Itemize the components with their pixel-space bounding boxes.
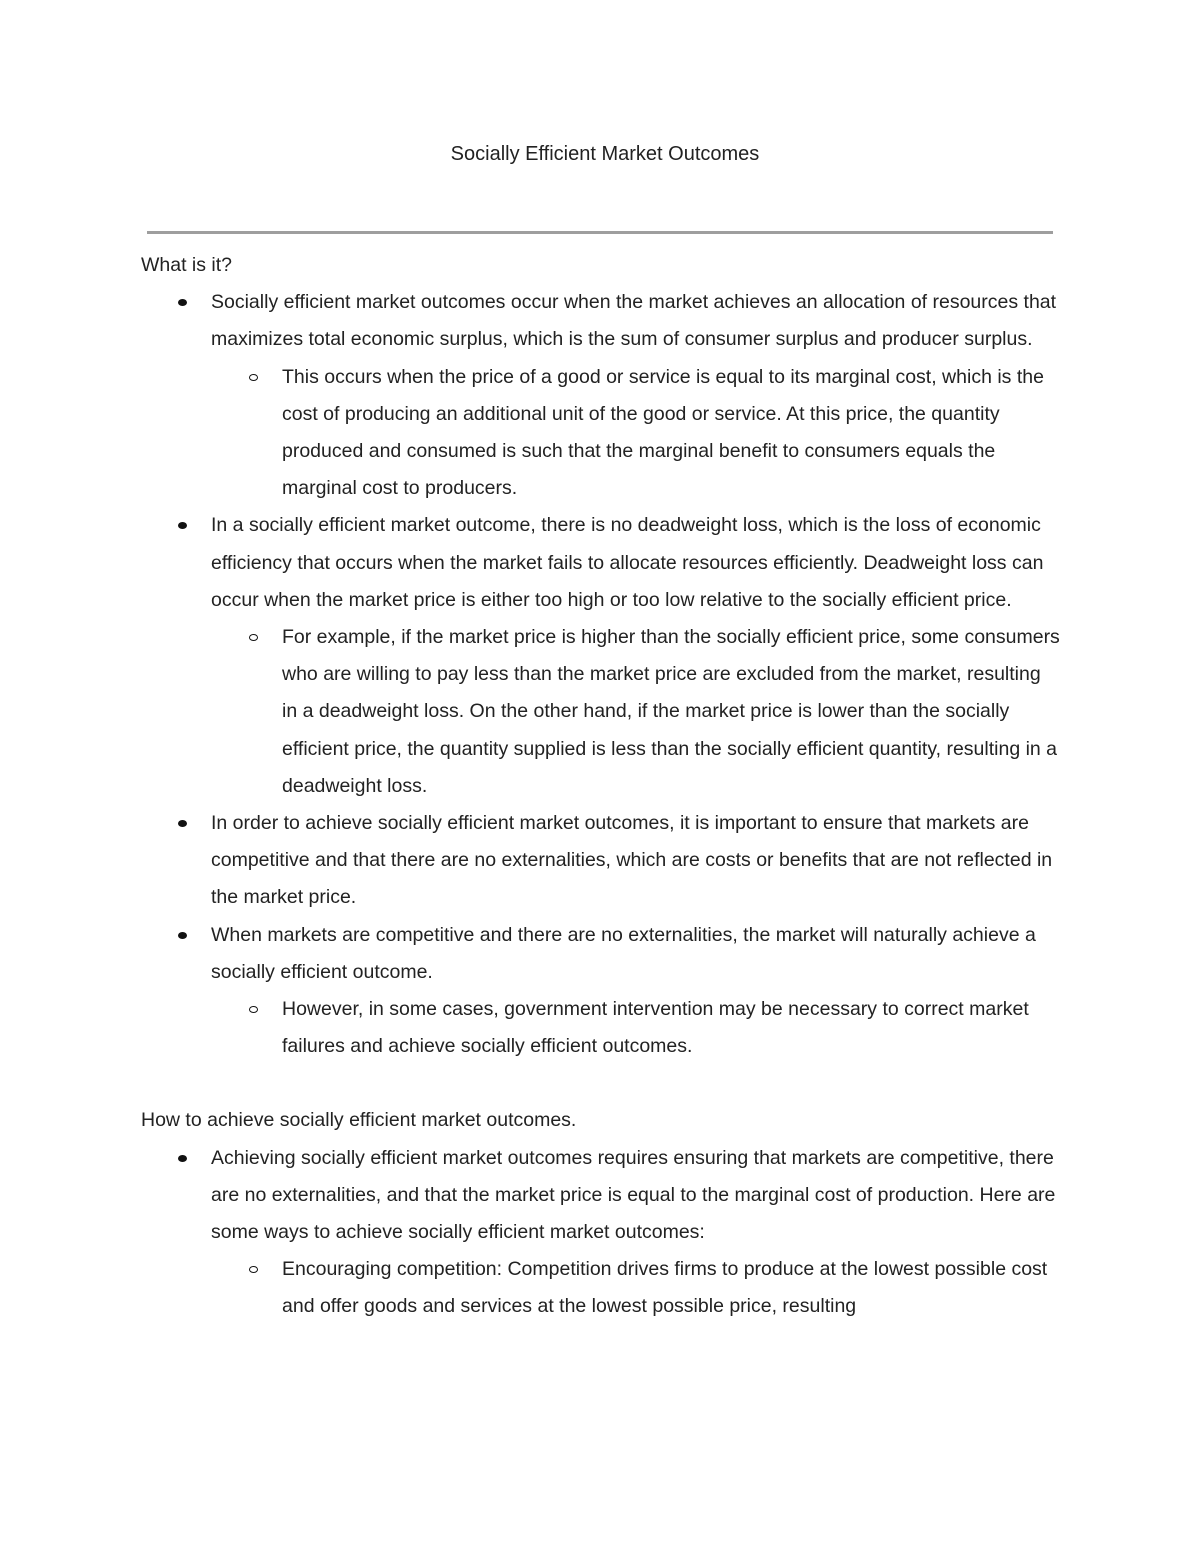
sub-bullet-list [211,359,1061,508]
list-item [211,284,1061,507]
filled-bullet-icon [178,932,187,939]
list-item [211,507,1061,805]
document-title: Socially Efficient Market Outcomes [450,143,760,165]
sub-list-item-text: However, in some cases, government intervention may be necessary to correct market failures and achieve socially efficient outcomes. [282,998,1029,1058]
section-heading: How to achieve socially efficient market outcomes. [141,1109,577,1132]
sub-list-item [282,619,1061,805]
list-item-text: When markets are competitive and there are no externalities, the market will naturally achieve a socially efficient outcome. [211,923,1036,983]
filled-bullet-icon [178,1155,187,1162]
list-item [211,917,1061,1066]
hollow-bullet-icon [249,1266,258,1273]
list-item-text: Achieving socially efficient market outcomes requires ensuring that markets are competitive, there are no externalities, and that the market price is equal to the marginal cost of production. Here are some ways to achieve socially efficient market outcomes: [211,1146,1056,1244]
filled-bullet-icon [178,522,187,529]
hollow-bullet-icon [249,374,258,381]
document-body [141,247,1061,1326]
sub-list-item [282,1251,1061,1325]
bullet-list [141,1140,1061,1326]
list-item [211,805,1061,917]
horizontal-divider [147,231,1053,234]
bullet-list [141,284,1061,1065]
filled-bullet-icon [178,820,187,827]
sub-list-item-text: This occurs when the price of a good or service is equal to its marginal cost, which is the cost of producing an additional unit of the good or service. At this price, the quantity produced and consumed is such that the marginal benefit to consumers equals the marginal cost to producers. [282,365,1044,500]
list-item-text: In a socially efficient market outcome, there is no deadweight loss, which is the loss of economic efficiency that occurs when the market fails to allocate resources efficiently. Deadweight loss can occur when the market price is either too high or too low relative to the socially efficient price. [211,514,1044,611]
sub-list-item-text: For example, if the market price is higher than the socially efficient price, some consumers who are willing to pay less than the market price are excluded from the market, resulting in a deadweight loss. On the other hand, if the market price is lower than the socially efficient price, the quantity supplied is less than the socially efficient quantity, resulting in a deadweight loss. [282,626,1060,797]
section-how-to-achieve [141,1102,1061,1325]
hollow-bullet-icon [249,1006,258,1013]
section-heading: What is it? [141,254,233,276]
sub-list-item-text: Encouraging competition: Competition drives firms to produce at the lowest possible cost and offer goods and services at the lowest possible price, resulting [282,1258,1048,1318]
sub-list-item [282,359,1061,508]
sub-bullet-list [211,991,1061,1065]
sub-list-item [282,991,1061,1065]
sub-bullet-list [211,1251,1061,1325]
list-item-text: In order to achieve socially efficient market outcomes, it is important to ensure that markets are competitive and that there are no externalities, which are costs or benefits that are not reflected in the market price. [211,812,1053,909]
section-what-is-it [141,247,1061,1065]
list-item [211,1140,1061,1326]
sub-bullet-list [211,619,1061,805]
filled-bullet-icon [178,299,187,306]
list-item-text: Socially efficient market outcomes occur when the market achieves an allocation of resources that maximizes total economic surplus, which is the sum of consumer surplus and producer surplus. [211,291,1057,351]
hollow-bullet-icon [249,634,258,641]
